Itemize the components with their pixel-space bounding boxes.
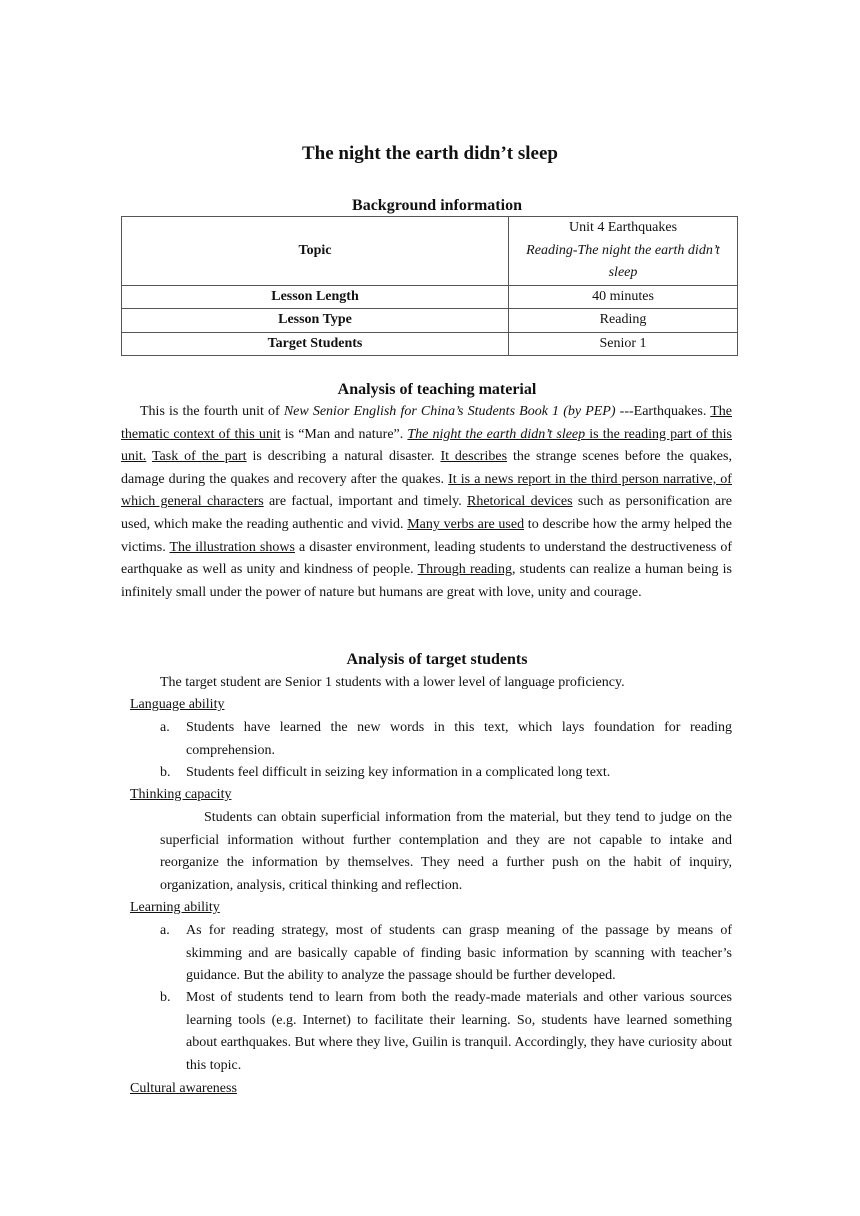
length-value: 40 minutes xyxy=(509,285,738,309)
item-text: Students have learned the new words in this text, which lays foundation for reading comprehension. xyxy=(186,720,732,758)
material-text: are factual, important and timely. xyxy=(263,494,467,510)
reading-title: The night the earth didn’t sleep xyxy=(407,426,586,442)
table-row xyxy=(122,285,738,309)
topic-value xyxy=(509,217,738,286)
material-text: such as personification are used, which make the reading authentic and vivid. xyxy=(121,494,733,532)
length-key: Lesson Length xyxy=(122,285,509,309)
topic-value-line2: Reading-The night the earth didn’t xyxy=(526,242,720,258)
underlined-phrase: The thematic context of this unit xyxy=(121,404,732,442)
list-item xyxy=(160,762,732,785)
item-text: Most of students tend to learn from both the ready-made materials and other various sources learning tools (e.g. Internet) to facilitate their learning. So, students have learned something about earthquakes. But where they live, Guilin is tranquil. Accordingly, they have curiosity about this topic. xyxy=(186,990,732,1073)
students-intro: The target student are Senior 1 students with a lower level of language proficiency. xyxy=(160,675,625,690)
material-paragraph xyxy=(121,401,732,604)
students-value: Senior 1 xyxy=(509,332,738,356)
material-text: is describing a natural disaster. xyxy=(246,449,441,465)
underlined-phrase: The illustration shows xyxy=(169,539,295,555)
topic-value-line1: Unit 4 Earthquakes xyxy=(568,220,678,235)
students-heading: Analysis of target students xyxy=(346,651,528,668)
topic-value-line3: sleep xyxy=(608,265,638,280)
material-text: This is the fourth unit of xyxy=(140,404,284,419)
table-row xyxy=(122,309,738,333)
learning-ability-label: Learning ability xyxy=(130,900,220,915)
list-item xyxy=(160,920,732,988)
list-item xyxy=(160,717,732,762)
underlined-phrase: Many verbs are used xyxy=(407,516,525,532)
table-row xyxy=(122,332,738,356)
item-marker: b. xyxy=(160,990,171,1005)
material-text: is “Man and nature”. xyxy=(280,426,408,442)
underlined-phrase: Task of the part xyxy=(151,449,247,465)
material-text: ---Earthquakes. xyxy=(615,404,711,419)
material-heading: Analysis of teaching material xyxy=(337,381,537,398)
list-item xyxy=(160,987,732,1077)
thinking-paragraph: Students can obtain superficial information from the material, but they tend to judge on the superficial information without further contemplation and they are not capable to intake and reorganize the information by themselves. They need a further push on the habit of inquiry, organization, analysis, critical thinking and reflection. xyxy=(160,810,732,893)
topic-key: Topic xyxy=(122,217,509,286)
item-text: Students feel difficult in seizing key information in a complicated long text. xyxy=(186,765,611,780)
underlined-phrase: It is a news report in the third person narrative, of which general characters xyxy=(121,471,732,510)
background-table xyxy=(121,216,738,356)
book-title: New Senior English for China’s Students Book 1 (by PEP) xyxy=(283,404,616,419)
thinking-capacity-label: Thinking capacity xyxy=(130,787,232,802)
underlined-phrase: Rhetorical devices xyxy=(466,494,573,510)
underlined-phrase: It describes xyxy=(440,449,508,465)
cultural-awareness-label: Cultural awareness xyxy=(130,1081,237,1096)
item-text: As for reading strategy, most of students can grasp meaning of the passage by means of skimming and are basically capable of finding basic information by scanning with teacher’s guidance. But the ability to analyze the passage should be further developed. xyxy=(186,923,732,984)
type-key: Lesson Type xyxy=(122,309,509,333)
material-text: is the reading part of this unit. xyxy=(121,426,733,465)
type-value: Reading xyxy=(509,309,738,333)
material-text: to describe how the army helped the victims. xyxy=(121,516,732,555)
background-heading: Background information xyxy=(352,197,522,214)
item-marker: a. xyxy=(160,720,170,735)
document-title: The night the earth didn’t sleep xyxy=(302,143,558,164)
material-text: the strange scenes before the quakes, damage during the quakes and recovery after the quakes. xyxy=(121,449,732,487)
item-marker: a. xyxy=(160,923,170,938)
material-text: , students can realize a human being is infinitely small under the power of nature but humans are great with love, unity and courage. xyxy=(121,562,733,600)
underlined-phrase: Through reading xyxy=(417,562,512,578)
item-marker: b. xyxy=(160,765,171,780)
material-text: a disaster environment, leading students to understand the destructiveness of earthquake as well as unity and kindness of people. xyxy=(121,539,733,578)
table-row xyxy=(122,217,738,286)
language-ability-label: Language ability xyxy=(130,697,225,712)
students-key: Target Students xyxy=(122,332,509,356)
